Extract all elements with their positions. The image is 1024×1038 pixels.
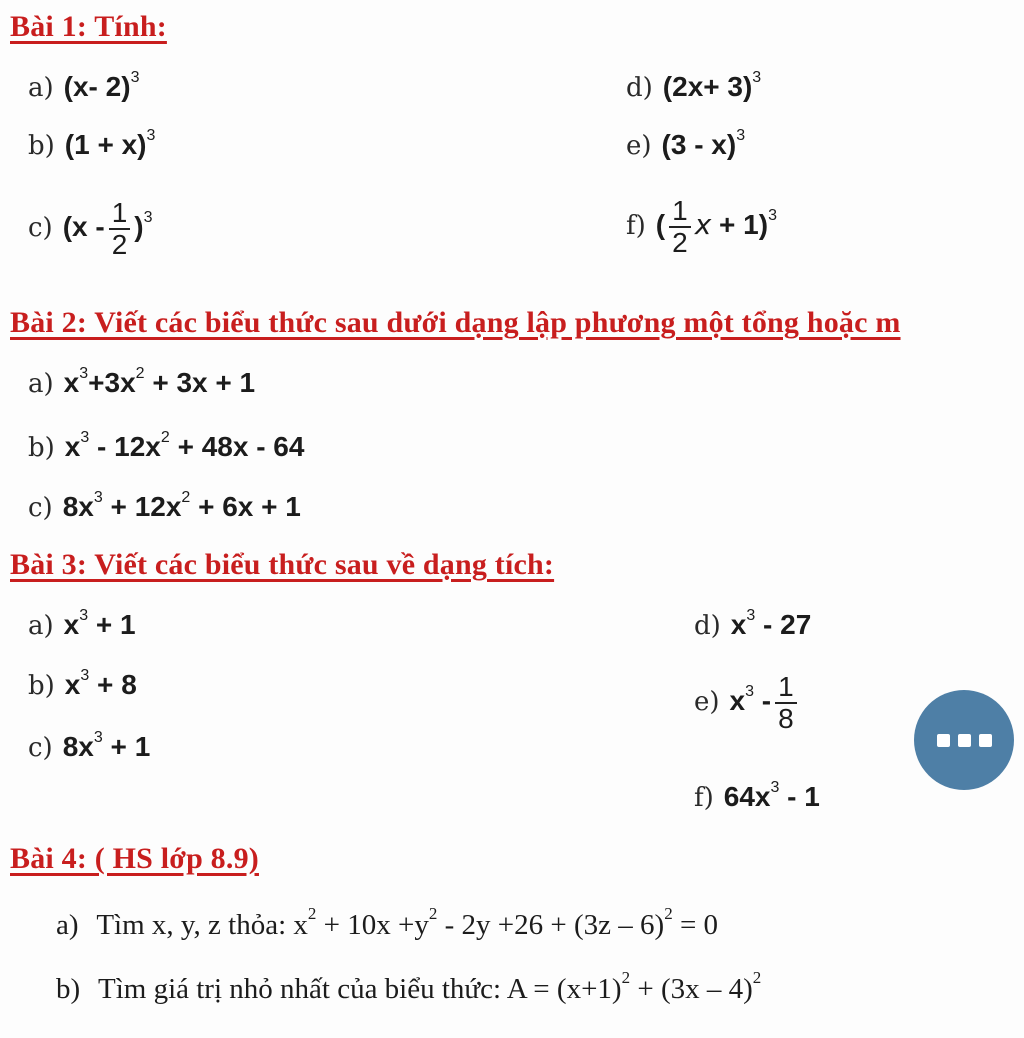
bai3-item-b [28,668,137,701]
term: x [63,609,80,640]
term: + 6x + 1 [190,491,301,522]
problem-text: Tìm giá trị nhỏ nhất của biểu thức: A = (x+1) [97,973,622,1005]
bai3-item-f [694,780,820,813]
term: - 12x [89,431,161,462]
item-label: d) [626,73,653,103]
item-label: d) [694,611,721,641]
item-label: f) [626,211,646,242]
item-label: e) [626,131,652,161]
term: + 48x - 64 [169,431,305,462]
exponent: 3 [79,364,89,382]
bai1-heading: Bài 1: Tính: [10,10,167,43]
term: - [754,685,772,717]
item-label: b) [28,671,55,701]
bai4-heading: Bài 4: ( HS lớp 8.9) [10,842,259,875]
item-label: f) [694,783,714,813]
bai3-item-a [28,608,136,641]
item-label: c) [28,213,53,244]
term: x [63,367,80,398]
expression-base: (2x+ 3) [662,71,753,102]
bai1-item-e [626,128,745,161]
bai2-item-c [28,490,301,523]
exponent: 3 [752,68,762,86]
term: x [64,431,81,462]
variable: x [694,208,712,242]
expression-post: + 1) [719,209,769,241]
item-label: a) [28,611,54,641]
exponent: 2 [307,904,317,924]
fraction-denominator: 2 [672,227,688,258]
exponent: 2 [664,904,673,924]
fraction-numerator: 1 [669,196,691,228]
bai1-item-d [626,70,761,103]
bai2-item-a [28,366,255,399]
exponent: 3 [146,126,156,144]
term: 8x [62,491,94,522]
term: x [730,609,747,640]
expression-post: ) [134,211,144,243]
more-dots-icon [958,734,971,747]
term: = 0 [672,909,719,941]
term: - 2y +26 + (3z – 6) [437,909,665,941]
exponent: 2 [621,968,631,988]
term: x [64,669,81,700]
bai1-item-f [626,196,777,258]
term: 8x [62,731,94,762]
term: + 10x +y [316,909,429,941]
bai1-item-a [28,70,139,103]
exponent: 3 [80,428,90,446]
fraction-denominator: 2 [111,229,128,260]
exponent: 2 [181,488,191,506]
fraction-numerator: 1 [775,672,797,704]
fraction [669,196,691,258]
bai3-item-d [694,608,811,641]
exponent: 3 [736,126,746,144]
exponent: 3 [770,778,780,796]
term: +3x [88,367,136,398]
fraction [109,198,131,260]
exponent: 2 [160,428,170,446]
exponent: 3 [768,207,777,225]
expression-pre: ( [655,209,666,241]
bai3-item-c [28,730,150,763]
exponent: 3 [93,488,103,506]
bai3-heading: Bài 3: Viết các biểu thức sau về dạng tích: [10,548,555,581]
bai1-item-b [28,128,155,161]
expression-base: (3 - x) [661,129,737,160]
term: 64x [723,781,771,812]
bai2-item-b [28,430,304,463]
expression-pre: (x - [62,211,105,243]
more-dots-icon [979,734,992,747]
term: + 8 [89,669,137,700]
exponent: 3 [746,606,756,624]
exponent: 3 [143,209,153,227]
term: + 12x [102,491,182,522]
item-label: a) [28,73,54,103]
fraction-denominator: 8 [778,703,794,734]
bai4-item-b [56,968,762,1006]
bai4-item-a [56,904,719,942]
item-label: b) [28,433,55,463]
term: + 1 [102,731,151,762]
exponent: 3 [130,68,140,86]
fraction [775,672,797,734]
exponent: 3 [93,728,103,746]
item-label: b) [56,973,81,1005]
exponent: 3 [80,666,90,684]
exponent: 3 [79,606,89,624]
expression-base: (1 + x) [64,129,147,160]
item-label: e) [694,687,720,718]
exponent: 2 [428,904,438,924]
exponent: 2 [135,364,145,382]
more-dots-icon [937,734,950,747]
term: - 1 [779,781,820,812]
bai1-item-c [28,198,153,260]
term: x [729,685,746,717]
item-label: b) [28,131,55,161]
term: + 1 [88,609,136,640]
item-label: a) [28,369,54,399]
bai3-item-e [694,672,801,734]
problem-text: Tìm x, y, z thỏa: x [96,909,308,941]
item-label: c) [28,733,53,763]
term: - 27 [755,609,812,640]
item-label: c) [28,493,53,523]
bai2-heading: Bài 2: Viết các biểu thức sau dưới dạng lập phương một tổng hoặc m [10,306,901,339]
exponent: 2 [752,968,762,988]
expression-base: (x- 2) [63,71,131,102]
more-options-button[interactable] [914,690,1014,790]
exponent: 3 [745,683,755,701]
item-label: a) [56,909,79,941]
term: + (3x – 4) [630,973,753,1005]
term: + 3x + 1 [144,367,256,398]
fraction-numerator: 1 [109,198,131,230]
